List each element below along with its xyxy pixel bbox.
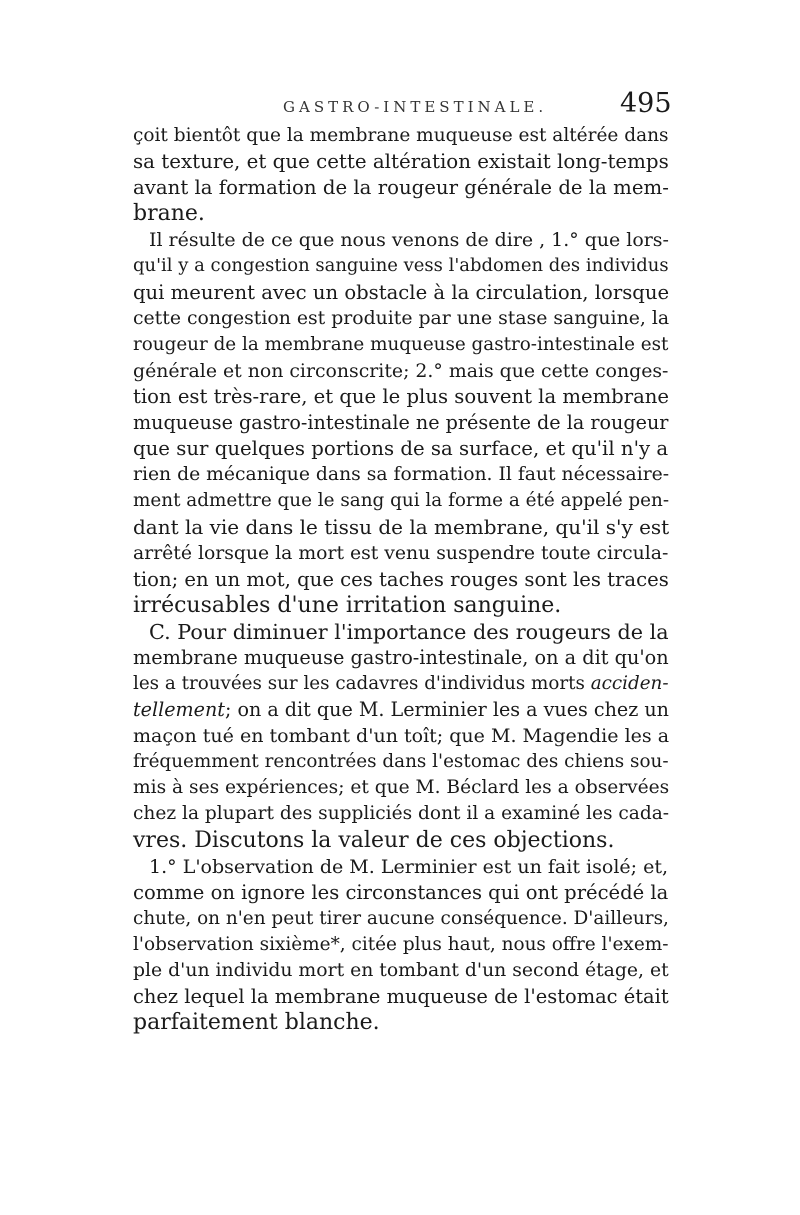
text-line: brane. xyxy=(133,201,205,227)
text-line: rien de mécanique dans sa formation. Il faut nécessaire- xyxy=(133,464,670,486)
text-line: tion est très-rare, et que le plus souvent la membrane xyxy=(133,384,670,408)
text-line: que sur quelques portions de sa surface, et qu'il n'y a xyxy=(133,437,669,461)
italic-text: tellement xyxy=(133,698,225,722)
text-line: cette congestion est produite par une stase sanguine, la xyxy=(133,307,670,329)
paragraph-start-line: 1.° L'observation de M. Lerminier est un fait isolé; et, xyxy=(149,855,669,878)
text-line: tion; en un mot, que ces taches rouges sont les traces xyxy=(133,567,669,591)
text-line: vres. Discutons la valeur de ces objections. xyxy=(133,827,615,853)
paragraph-start-line: C. Pour diminuer l'importance des rougeurs de la xyxy=(149,619,669,644)
text-line: avant la formation de la rougeur générale de la mem- xyxy=(133,176,669,200)
text-line: dant la vie dans le tissu de la membrane, qu'il s'y est xyxy=(133,515,670,540)
text-line: parfaitement blanche. xyxy=(133,1010,380,1036)
text-line: générale et non circonscrite; 2.° mais que cette conges- xyxy=(133,359,669,382)
text-line xyxy=(133,697,669,723)
text-line: çoit bientôt que la membrane muqueuse est altérée dans xyxy=(133,125,669,146)
text-run: les a trouvées sur les cadavres d'individus morts xyxy=(133,672,585,694)
text-line: maçon tué en tombant d'un toît; que M. Magendie les a xyxy=(133,725,670,748)
text-line: chute, on n'en peut tirer aucune conséquence. D'ailleurs, xyxy=(133,907,669,929)
paragraph-start-line: Il résulte de ce que nous venons de dire , 1.° que lors- xyxy=(149,229,669,252)
running-title: GASTRO-INTESTINALE. xyxy=(283,98,548,116)
text-run: ; on a dit que M. Lerminier les a vues chez un xyxy=(224,698,669,722)
text-line: qui meurent avec un obstacle à la circulation, lorsque xyxy=(133,280,670,304)
body-text xyxy=(133,123,669,1036)
text-line: qu'il y a congestion sanguine vess l'abdomen des individus xyxy=(133,255,669,277)
text-line: sa texture, et que cette altération existait long-temps xyxy=(133,150,669,174)
text-line: chez la plupart des suppliciés dont il a examiné les cada- xyxy=(133,803,670,825)
text-line xyxy=(133,671,669,697)
text-line: irrécusables d'une irritation sanguine. xyxy=(133,592,562,618)
text-line: muqueuse gastro-intestinale ne présente de la rougeur xyxy=(133,411,669,435)
page-number: 495 xyxy=(620,88,672,119)
text-line: ment admettre que le sang qui la forme a été appelé pen- xyxy=(133,490,670,512)
text-line: arrêté lorsque la mort est venu suspendre toute circula- xyxy=(133,542,669,564)
text-line: rougeur de la membrane muqueuse gastro-intestinale est xyxy=(133,333,669,355)
text-line: membrane muqueuse gastro-intestinale, on a dit qu'on xyxy=(133,645,669,669)
italic-text: acciden- xyxy=(590,672,669,694)
text-line: chez lequel la membrane muqueuse de l'estomac était xyxy=(133,985,669,1009)
text-line: l'observation sixième*, citée plus haut, nous offre l'exem- xyxy=(133,933,669,955)
text-line: fréquemment rencontrées dans l'estomac des chiens sou- xyxy=(133,751,669,773)
text-line: mis à ses expériences; et que M. Béclard les a observées xyxy=(133,777,670,799)
text-line: comme on ignore les circonstances qui ont précédé la xyxy=(133,880,669,904)
text-line: ple d'un individu mort en tombant d'un second étage, et xyxy=(133,960,669,981)
